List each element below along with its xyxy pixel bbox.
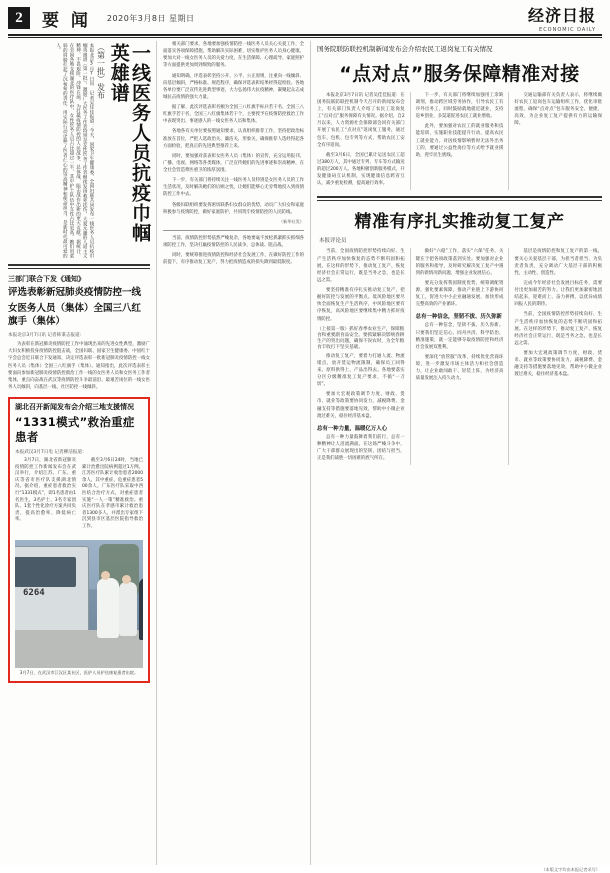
mid-separator [163, 230, 304, 231]
redbox-body-right: 截至3月6日24时，当地已累计治愈出院病例超过1万例。江苏医疗队累计收治患者2000余人，其中重症、危重症患者500余人。广东医疗队采取中西医结合治疗方式，对重症患者实施“一人一策”精准救治。重庆医疗队在孝感市累计救治患者1300多人，并派出专家组下沉到县市区基层医院指导救治工作。 [82, 457, 143, 530]
vertical-headline: 一线医务人员抗疫巾帼英雄谱 [107, 43, 151, 243]
commentary-para-2: 要坚持精准有序扎实推动复工复产，把握好防控与发展的平衡点。低风险地区要尽快全面恢复生产生活秩序，中风险地区要有序恢复，高风险地区要继续集中精力抓好疫情防控。 [317, 288, 405, 322]
publication-logo [528, 3, 600, 33]
commentary-para-8: 总有一种信念，坚韧不拔、历久弥新。只要我们坚定信心、同舟共济、科学防治、精准施策，就一定能够夺取疫情防控和经济社会发展双胜利。 [415, 323, 504, 350]
photo-bus-number: 6264 [23, 587, 45, 598]
notice-headline-2: 女医务人员（集体）全国三八红旗手（集体） [8, 303, 142, 327]
vertical-headline-block [8, 43, 150, 258]
photo-head-b [122, 575, 131, 584]
column-middle [156, 41, 310, 865]
commentary-para-6: 做好“六稳”工作，落实“六保”任务，关键在于把各项政策落到实处。要加强对企业的服务和指导，及时研究解决复工复产中遇到的新情况新问题，增强企业发展信心。 [415, 249, 504, 276]
lead-para-2: 截至3月6日，全国已累计运送农民工超过380万人，其中通过专列、专车等方式输送的超过200万人。各地积极创新服务模式，开发健康码互认机制，实现健康信息跨省互认，减少重复检测，提高通行效率。 [317, 152, 405, 187]
issue-date: 2020年3月8日 星期日 [106, 13, 195, 23]
commentary-para-1: 当前，全国疫情防控形势持续向好、生产生活秩序加快恢复的态势不断巩固和拓展。在这样的形势下，推动复工复产、恢复经济社会正常运行，既是当务之急，也是长远之需。 [317, 249, 405, 283]
commentary-byline: 本报评论员 [319, 238, 347, 245]
page-number: 2 [8, 7, 30, 29]
commentary-columns [317, 248, 602, 465]
notice-body: 为表彰在新冠肺炎疫情防控工作中涌现出来的先进女性典型，激励广大妇女积极投身疫情防控阻击战，全国妇联、国家卫生健康委、中国红十字会总会近日联合下发通知，决定评选表彰一批新冠肺炎疫情防控一线女医务人员（集体）全国三八红旗手（集体）。通知指出，此次评选表彰主要面向参加新冠肺炎疫情防控救治工作一线的女医务人员和女医务工作者集体，重点向奋战在武汉等疫情防控斗争最前沿、最艰苦岗位的一线女医务人员倾斜，向基层一线、社区防控一线倾斜。 [8, 342, 150, 390]
redbox-columns [15, 458, 143, 534]
commentary-col-3 [508, 248, 602, 465]
lead-col-2 [410, 92, 509, 191]
commentary-para-12: 当前，全国疫情防控形势持续向好、生产生活秩序加快恢复的态势不断巩固和拓展。在这样的形势下，推动复工复产、恢复经济社会正常运行，既是当务之急，也是长远之需。 [514, 312, 603, 346]
continuation-note: （上接第一版）抓好春季农业生产，保障粮食和重要副食品安全。要抓紧解决影响春耕生产的突出问题，确保不误农时，为全年粮食丰收打下坚实基础。 [317, 326, 405, 350]
commentary-subhead-b: 总有一种信念，坚韧不拔、历久弥新 [415, 314, 502, 321]
redbox-headline: “1331模式”救治重症患者 [15, 415, 135, 445]
photo-person-a [139, 578, 143, 640]
column-left [8, 41, 156, 865]
main-headline: “点对点”服务保障精准对接 [339, 62, 580, 85]
mid-para-9: 同时，要统筹推进疫情防控和经济社会发展工作，在做好防控工作的前提下，有序推动复工复产，努力把疫情造成的损失降到最低限度。 [163, 253, 304, 266]
commentary-para-11: 完成今年经济社会发展目标任务，需要付出更加艰苦的努力。让我们更加紧密地团结起来，迎难而上、奋力拼搏，以优异成绩回报人民的期待。 [514, 280, 603, 308]
page-footer-note: （本版文字均由本报记者采写） [541, 867, 600, 872]
mid-para-6: 下一步，有关部门将持续关注一线医务人员特别是女医务人员的工作生活状况，及时解决她们的后顾之忧，让她们能够心无旁骛地投入到疫情防控工作中去。 [163, 178, 304, 198]
column-right [310, 41, 602, 865]
commentary-para-4: 要加大宏观政策调节力度，财政、货币、就业等政策要协同发力，减税降费、金融支持等措施要落地见效，帮助中小微企业渡过难关，稳住经济基本盘。 [317, 392, 405, 419]
notice-byline: 本报北京3月7日讯 记者韩秉志报道： [8, 333, 85, 339]
notice-kicker: 三部门联合下发《通知》 [8, 275, 85, 283]
logo-chinese: 经济日报 [527, 8, 596, 25]
masthead-rule-thin [8, 37, 602, 38]
mid-para-4: 各地各有关单位要按照通知要求，认真组织推荐工作，坚持把政治标准放在首位，严把人选政治关、廉洁关、形象关，确保推荐人选经得起各方面检验，把真正的先进典型推荐上来。 [163, 129, 304, 149]
mid-para-1: 相关部门要求，各地要加强疫情防控一线医务人员关心关爱工作，全面落实各项保障措施，帮助解决实际困难，切实维护医务人员身心健康。要加大对一线女医务人员的关爱力度，在生活保障、心理疏导、家庭照护等方面提供更加周到细致的服务。 [163, 42, 304, 69]
mid-para-3: 据了解，此次评选表彰名额为全国三八红旗手标兵若干名、全国三八红旗手若干名、全国三八红旗集体若干个，主要授予在疫情防控救治工作中表现突出、事迹感人的一线女医务人员和集体。 [163, 105, 304, 125]
news-photo [15, 540, 143, 668]
mid-para-2: 通知明确，评选表彰坚持公开、公平、公正原则，注重向一线倾斜、向基层倾斜，严格标准、规范程序，确保评选表彰结果经得起检验。各地各单位要广泛宣传先进典型事迹，大力弘扬伟大抗疫精神，凝聚起众志成城抗击疫情的强大力量。 [163, 73, 304, 100]
masthead-rule-thick [8, 34, 602, 36]
lead-col-1 [317, 92, 410, 191]
photo-head-a [101, 571, 110, 580]
lead-para-3: 下一步，有关部门将继续加强用工余缺调剂，推动跨区域劳务协作，引导农民工有序外出务工，同时鼓励就地就近就业，支持返乡创业，多渠道促进农民工就业增收。 [415, 92, 504, 120]
highlighted-story-box [8, 397, 150, 683]
commentary-para-9: 要深化“放管服”改革，持续优化营商环境，进一步激发市场主体活力和社会创造力，让企业敢闯敢干、轻装上阵，为经济高质量发展注入持久动力。 [415, 354, 504, 382]
commentary-col-1 [317, 248, 410, 465]
commentary-para-13: 要加大宏观政策调节力度，财政、货币、就业等政策要协同发力，减税降费、金融支持等措施要落地见效，帮助中小微企业渡过难关，稳住经济基本盘。 [514, 351, 603, 378]
commentary-subhead-a: 总有一种力量，温暖亿万人心 [317, 425, 388, 432]
notice-headline-1: 评选表彰新冠肺炎疫情防控一线 [8, 287, 142, 299]
commentary-para-3: 推动复工复产，要着力打通人流、物流堵点，放开货运物流限制，确保员工回得来、原料供得上、产品出得去。各地要落实分区分级精准复工复产要求，不搞“一刀切”。 [317, 353, 405, 388]
commentary-headline: 精准有序扎实推动复工复产 [354, 212, 565, 233]
photo-caption: 3月7日，在武汉市江汉区某社区，医护人员护送康复患者出院。 [19, 669, 139, 675]
lead-para-5: 交通运输部有关负责人表示，将继续做好农民工返岗包车运输组织工作，优化审批流程，确保“点对点”包车服务安全、便捷、高效，为企业复工复产提供有力的运输保障。 [514, 92, 603, 127]
commentary-para-7: 要充分发挥我国制度优势，统筹调配资源，强化要素保障，推动产业链上下游协同复工，促进大中小企业融通发展，加快形成完整高效的产业循环。 [415, 280, 504, 308]
photo-bus-window [15, 557, 76, 587]
lead-col-3 [508, 92, 602, 191]
lead-story-columns [317, 92, 602, 191]
right-separator [317, 196, 602, 201]
lead-para-1: 本报北京3月7日讯 记者吴佳佳报道：在国务院联防联控机制今天召开的新闻发布会上，有关部门负责人介绍了农民工返岗复工“点对点”服务保障有关情况。据介绍，自2月以来，人力资源社会保障部会同有关部门开展了农民工“点对点”返岗复工服务，通过包车、包机、包专列等方式，帮助农民工安全有序返岗。 [317, 92, 405, 148]
lead-kicker: 国务院联防联控机制新闻发布会介绍农民工返岗复工有关情况 [317, 45, 493, 53]
vertical-subtitle: （第一批）发布 [96, 43, 106, 99]
page-content [0, 41, 610, 865]
commentary-para-5: 总有一种力量鼓舞着我们前行，总有一种精神让人泪流满面。在这场严峻斗争中，广大干部群众展现出的坚韧、团结与担当，正是我们战胜一切困难的底气所在。 [317, 434, 405, 462]
section-title: 要 闻 [42, 10, 91, 31]
photo-medic-suit-a [97, 578, 119, 638]
commentary-para-10: 基层是疫情防控和复工复产的第一线。要关心关爱基层干部，为担当者担当、为负责者负责，充分调动广大基层干部的积极性、主动性、创造性。 [514, 249, 603, 276]
lead-para-4: 此外，要加强对农民工的就业服务和技能培训，实施职业技能提升行动，提高农民工就业能力。对因疫情影响暂时无法外出务工的，要通过公益性岗位等方式给予就业援助，兜牢民生底线。 [415, 124, 504, 158]
vertical-body-text: 本报北京3月7日讯 记者吴佳佳报道：今天，国家卫生健康委、全国妇联共同发布一线医务人员抗疫巾帼英雄谱（第一批），激励广大医务工作者特别是女性医务工作者继续发扬救死扶伤、大爱无疆的人道主义精神，不畏艰险、冲锋在前，为打赢疫情防控的人民战争、总体战、阻击战作出新的更大贡献。据统计，在全国各地支援湖北的医疗队中，女性医务人员占比超过一半，其中护士队伍中女性占比更高。她们用柔弱的肩膀扛起了沉甸甸的责任，用实际行动诠释了医者仁心的崇高精神和使命担当，是新时代最可爱的人。 [55, 43, 94, 258]
redbox-byline: 本报武汉3月7日电 记者柳洁报道： [15, 449, 87, 455]
masthead [0, 0, 610, 32]
mid-para-7: 各级妇联组织要发挥密切联系妇女群众的优势，动员广大妇女和家庭积极参与疫情防控，做好家庭防护，共同筑牢疫情防控的人民防线。 [163, 202, 304, 215]
mid-para-5: 同时，要加强对获表彰女医务人员（集体）的宣传，充分运用报刊、广播、电视、网络等各类媒体，广泛宣传她们的先进事迹和崇高精神，在全社会营造尊医重卫的浓厚氛围。 [163, 153, 304, 173]
redbox-kicker: 湖北召开新闻发布会介绍三地支援情况 [15, 403, 134, 411]
commentary-col-2 [410, 248, 509, 465]
left-separator [8, 264, 150, 269]
photo-credit: （新华社发） [278, 218, 304, 224]
logo-english: ECONOMIC DAILY [539, 27, 596, 33]
redbox-body-left: 3月7日，湖北省新冠肺炎疫情防控工作新闻发布会在武汉举行，介绍江苏、广东、重庆等省市医疗队支援湖北情况。据介绍，重症患者救治实行“1331模式”，即1名患者由1名医生、3名护士、3名专家团队、1套个性化诊疗方案共同负责，提高治愈率、降低病亡率。 [15, 457, 76, 523]
photo-medic-suit-b [119, 582, 137, 636]
mid-para-8: 当前，疫情防控形势依然严峻复杂，各地要毫不放松抓紧抓实抓细各项防控工作，坚决打赢疫情防控的人民战争、总体战、阻击战。 [163, 235, 304, 248]
